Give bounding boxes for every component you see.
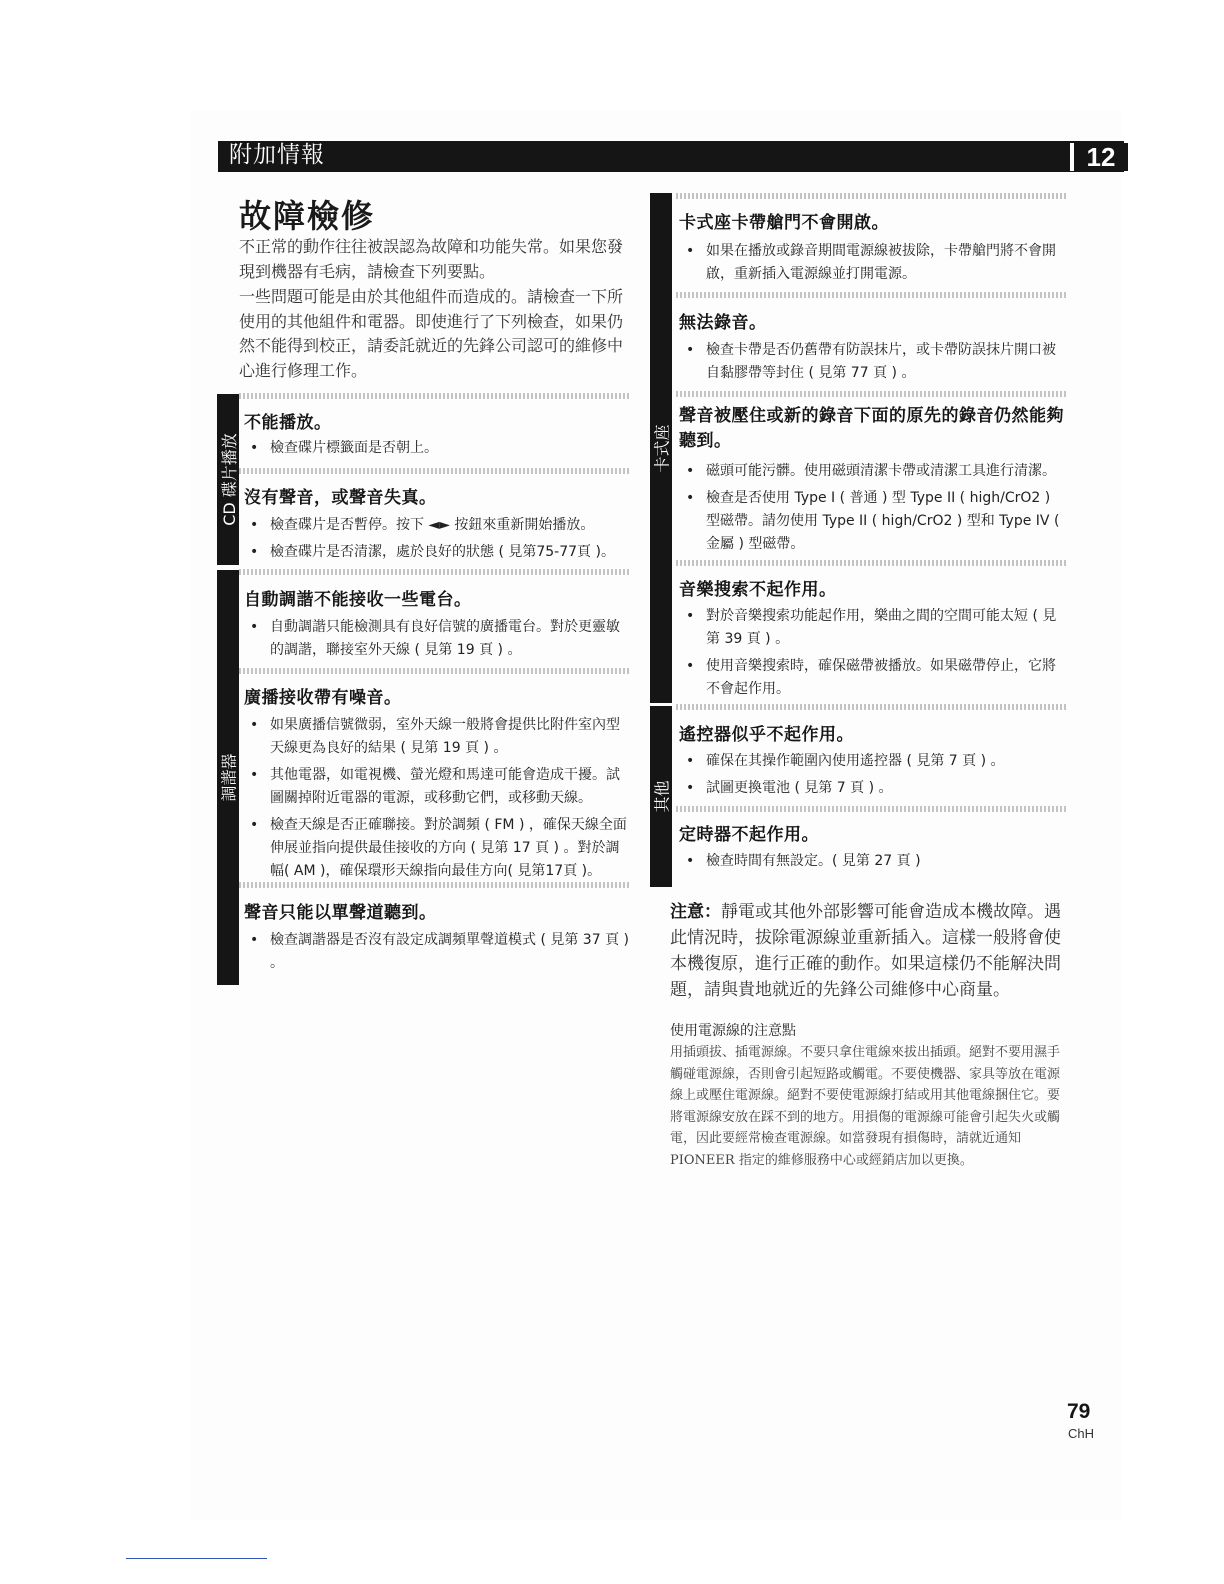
list-item: • 檢查時間有無設定。( 見第 27 頁 ) [682, 850, 1066, 873]
list-item: • 檢查碟片是否暫停。按下 ◄► 按鈕來重新開始播放。 [246, 514, 631, 537]
caution-label: 注意： [670, 902, 721, 922]
power-cord-text: 用插頭拔、插電源線。不要只拿住電線來拔出插頭。絕對不要用濕手觸碰電源線，否則會引起短路或觸電。不要使機器、家具等放在電源線上或壓住電源線。絕對不要使電源線打結或用其他電線捆住它。要將電源線安放在踩不到的地方。用損傷的電源線可能會引起失火或觸電，因此要經常檢查電源線。如當發現有損傷時，請就近通知 PIONEER 指定的維修服務中心或經銷店加以更換。 [670, 1045, 1061, 1168]
list-item: • 試圖更換電池 ( 見第 7 頁 ) 。 [682, 777, 1066, 800]
list-item: • 檢查調諧器是否沒有設定成調頻單聲道模式 ( 見第 37 頁 ) 。 [246, 929, 631, 975]
list-item: • 檢查卡帶是否仍舊帶有防誤抹片，或卡帶防誤抹片開口被自黏膠帶等封住 ( 見第 77 頁 ) 。 [682, 339, 1066, 385]
problem-heading: 沒有聲音，或聲音失真。 [244, 488, 437, 508]
problem-list [682, 240, 1066, 290]
problem-heading: 聲音被壓住或新的錄音下面的原先的錄音仍然能夠聽到。 [679, 406, 1064, 451]
list-item: • 其他電器，如電視機、螢光燈和馬達可能會造成干擾。試圖關掉附近電器的電源，或移動它們，或移動天線。 [246, 764, 631, 810]
problem-heading: 不能播放。 [244, 413, 332, 433]
separator [676, 704, 1066, 710]
caution-text: 靜電或其他外部影響可能會造成本機故障。遇此情況時，拔除電源線並重新插入。這樣一般將會使本機復原，進行正確的動作。如果這樣仍不能解決問題，請與貴地就近的先鋒公司維修中心商量。 [670, 902, 1061, 1000]
section-title: 附加情報 [229, 142, 325, 168]
side-tab-cd: CD 碟片播放 [217, 394, 239, 565]
intro-paragraph-1: 不正常的動作往往被誤認為故障和功能失常。如果您發現到機器有毛病，請檢查下列要點。 [239, 237, 624, 281]
list-item: • 檢查碟片標籤面是否朝上。 [246, 437, 631, 460]
list-item: • 使用音樂搜索時，確保磁帶被播放。如果磁帶停止，它將不會起作用。 [682, 655, 1066, 701]
list-item: • 檢查天線是否正確聯接。對於調頻 ( FM ) ，確保天線全面伸展並指向提供最佳接收的方向 ( 見第 17 頁 ) 。對於調幅( AM )，確保環形天線指向最佳方向( 見第17頁 )。 [246, 814, 631, 883]
list-item: • 如果廣播信號微弱，室外天線一般將會提供比附件室內型天線更為良好的結果 ( 見第 19 頁 ) 。 [246, 714, 631, 760]
problem-list [682, 605, 1066, 705]
separator [239, 393, 631, 399]
list-item: • 檢查是否使用 Type I ( 普通 ) 型 Type II ( high/CrO2 ) 型磁帶。請勿使用 Type II ( high/CrO2 ) 型和 Type IV ( 金屬 ) 型磁帶。 [682, 487, 1066, 556]
problem-heading: 卡式座卡帶艙門不會開啟。 [679, 213, 889, 233]
section-header-bar [218, 141, 1124, 172]
problem-list [682, 460, 1066, 560]
footer-rule [126, 1558, 267, 1559]
problem-list [246, 714, 631, 887]
problem-heading: 音樂搜索不起作用。 [679, 580, 837, 600]
language-code: ChH [1068, 1426, 1095, 1441]
separator [676, 806, 1066, 812]
page-title: 故障檢修 [239, 197, 376, 235]
list-item: • 自動調諧只能檢測具有良好信號的廣播電台。對於更靈敏的調諧，聯接室外天線 ( 見第 19 頁 ) 。 [246, 616, 631, 662]
separator [676, 560, 1066, 566]
separator [239, 668, 631, 674]
side-tab-other: 其他 [650, 706, 672, 887]
problem-heading: 遙控器似乎不起作用。 [679, 725, 854, 745]
list-item: • 檢查碟片是否清潔，處於良好的狀態 ( 見第75-77頁 )。 [246, 541, 631, 564]
problem-heading: 無法錄音。 [679, 313, 767, 333]
problem-heading: 定時器不起作用。 [679, 825, 819, 845]
page-number: 79 [1067, 1400, 1091, 1423]
list-item: • 對於音樂搜索功能起作用，樂曲之間的空間可能太短 ( 見第 39 頁 ) 。 [682, 605, 1066, 651]
list-item: • 如果在播放或錄音期間電源線被拔除，卡帶艙門將不會開啟，重新插入電源線並打開電源。 [682, 240, 1066, 286]
separator [239, 468, 631, 474]
problem-heading: 聲音只能以單聲道聽到。 [244, 903, 437, 923]
separator [676, 391, 1066, 397]
separator [239, 569, 631, 575]
intro-paragraph-2: 一些問題可能是由於其他組件而造成的。請檢查一下所使用的其他組件和電器。即使進行了下列檢查，如果仍然不能得到校正，請委託就近的先鋒公司認可的維修中心進行修理工作。 [239, 287, 624, 380]
list-item: • 確保在其操作範圍內使用遙控器 ( 見第 7 頁 ) 。 [682, 750, 1066, 773]
separator [676, 292, 1066, 298]
problem-heading: 自動調諧不能接收一些電台。 [244, 590, 472, 610]
caution-note [670, 899, 1066, 1003]
problem-list [246, 437, 631, 464]
separator [676, 193, 1066, 199]
problem-list [682, 339, 1066, 389]
problem-list [682, 850, 1066, 877]
problem-list [246, 929, 631, 979]
problem-list [682, 750, 1066, 804]
side-tab-tuner: 調諧器 [217, 570, 239, 985]
list-item: • 磁頭可能污髒。使用磁頭清潔卡帶或清潔工具進行清潔。 [682, 460, 1066, 483]
problem-list [246, 616, 631, 666]
side-tab-cassette: 卡式座 [650, 193, 672, 703]
problem-heading: 廣播接收帶有噪音。 [244, 688, 402, 708]
separator [239, 882, 631, 888]
chapter-number-badge: 12 [1070, 143, 1128, 171]
power-cord-title: 使用電源線的注意點 [670, 1023, 796, 1039]
problem-list [246, 514, 631, 568]
